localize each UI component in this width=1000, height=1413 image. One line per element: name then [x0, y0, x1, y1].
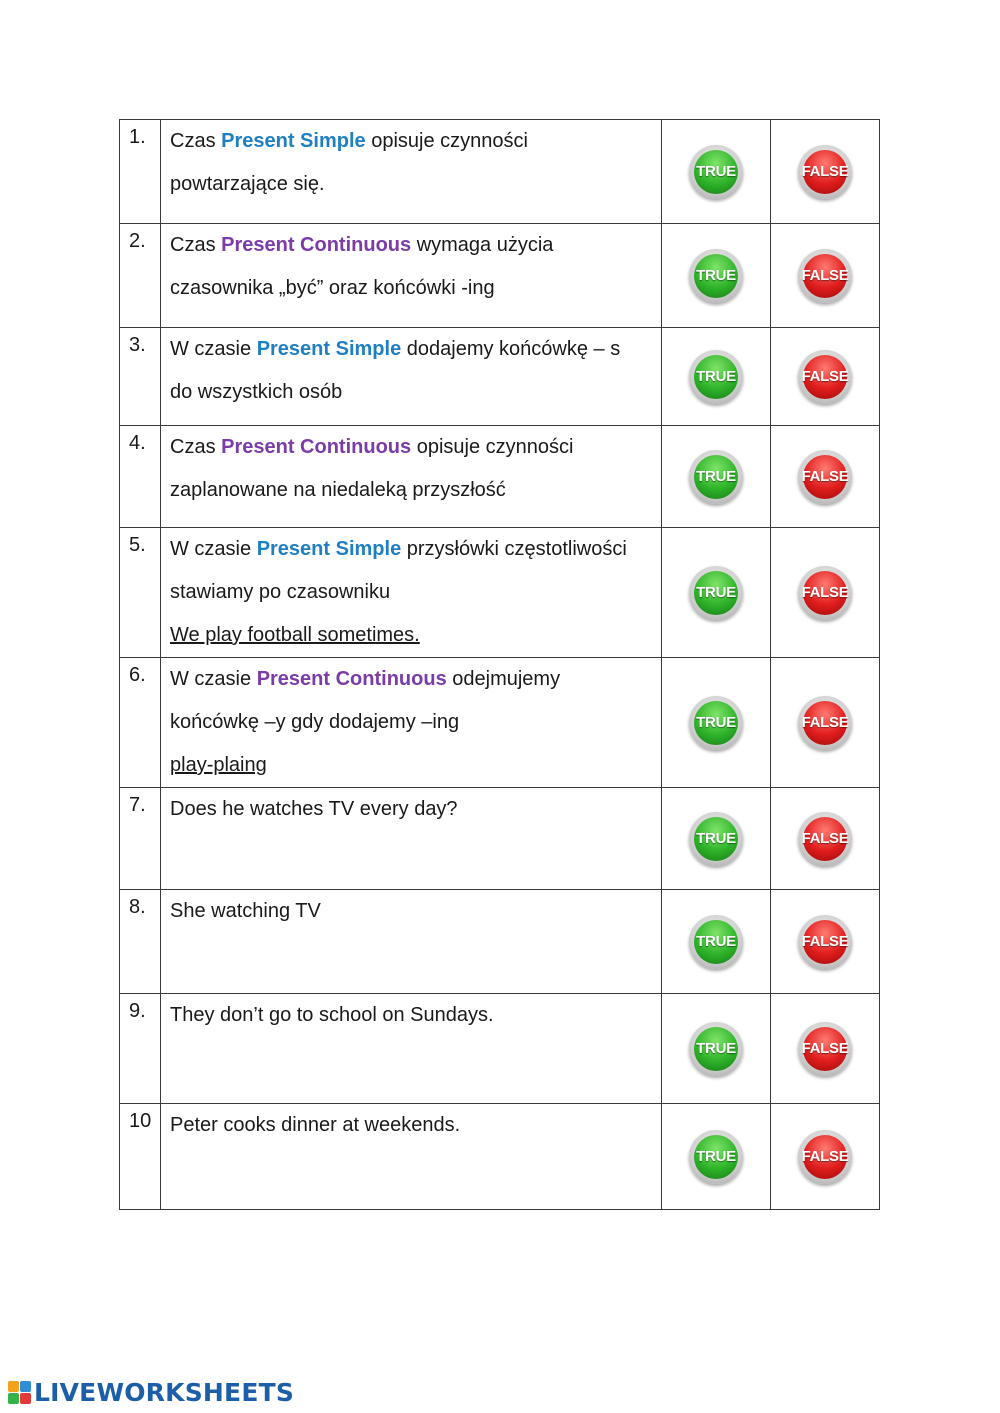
- tense-highlight: Present Continuous: [256, 668, 447, 690]
- statement-line-1: Does he watches TV every day?: [170, 798, 458, 820]
- true-button[interactable]: [689, 145, 743, 199]
- true-cell: [662, 788, 771, 890]
- false-label: FALSE: [803, 1135, 847, 1179]
- false-button[interactable]: [798, 566, 852, 620]
- true-label: TRUE: [694, 1027, 738, 1071]
- true-button[interactable]: [689, 915, 743, 969]
- true-cell: [662, 328, 771, 426]
- table-row: [120, 328, 880, 426]
- false-button[interactable]: [798, 1130, 852, 1184]
- text-before: W czasie: [170, 338, 257, 360]
- text-after: opisuje czynności: [365, 130, 528, 152]
- statement: [161, 1104, 662, 1210]
- text-after: przysłówki częstotliwości: [401, 538, 627, 560]
- true-label: TRUE: [694, 920, 738, 964]
- statement-line-1: They don’t go to school on Sundays.: [170, 1004, 494, 1026]
- tense-highlight: Present Simple: [256, 538, 402, 560]
- true-label: TRUE: [694, 1135, 738, 1179]
- true-button[interactable]: [689, 1022, 743, 1076]
- statement: [161, 224, 662, 328]
- row-number: 9.: [120, 994, 161, 1104]
- row-number: 4.: [120, 426, 161, 528]
- true-label: TRUE: [694, 150, 738, 194]
- true-button[interactable]: [689, 350, 743, 404]
- true-label: TRUE: [694, 455, 738, 499]
- true-label: TRUE: [694, 254, 738, 298]
- tense-highlight: Present Simple: [221, 130, 366, 152]
- table-row: [120, 528, 880, 658]
- true-button[interactable]: [689, 812, 743, 866]
- false-cell: [771, 120, 880, 224]
- statement-line-1: [170, 224, 651, 267]
- false-cell: [771, 1104, 880, 1210]
- false-label: FALSE: [803, 571, 847, 615]
- text-after: dodajemy końcówkę – s: [401, 338, 621, 360]
- footer-brand: [8, 1378, 294, 1407]
- statement-line-1: [170, 426, 651, 469]
- false-button[interactable]: [798, 1022, 852, 1076]
- true-button[interactable]: [689, 249, 743, 303]
- true-button[interactable]: [689, 450, 743, 504]
- false-button[interactable]: [798, 812, 852, 866]
- false-label: FALSE: [803, 701, 847, 745]
- row-number: 8.: [120, 890, 161, 994]
- true-label: TRUE: [694, 355, 738, 399]
- false-button[interactable]: [798, 350, 852, 404]
- statement: [161, 528, 662, 658]
- false-button[interactable]: [798, 915, 852, 969]
- table-row: [120, 120, 880, 224]
- table-row: [120, 1104, 880, 1210]
- text-after: odejmujemy: [446, 668, 561, 690]
- statement-line-1: She watching TV: [170, 900, 321, 922]
- text-after: wymaga użycia: [411, 234, 554, 256]
- true-button[interactable]: [689, 1130, 743, 1184]
- false-button[interactable]: [798, 145, 852, 199]
- false-cell: [771, 788, 880, 890]
- false-button[interactable]: [798, 249, 852, 303]
- statement: [161, 658, 662, 788]
- row-number: 7.: [120, 788, 161, 890]
- false-label: FALSE: [803, 455, 847, 499]
- statement-line-2: zaplanowane na niedaleką przyszłość: [170, 479, 506, 501]
- statement-line-2: stawiamy po czasowniku: [170, 581, 391, 603]
- true-button[interactable]: [689, 566, 743, 620]
- statement-line-2: powtarzające się.: [170, 173, 325, 195]
- tense-highlight: Present Simple: [256, 338, 402, 360]
- false-cell: [771, 328, 880, 426]
- statement-line-2: końcówkę –y gdy dodajemy –ing: [170, 711, 460, 733]
- statement: [161, 328, 662, 426]
- false-button[interactable]: [798, 696, 852, 750]
- false-cell: [771, 994, 880, 1104]
- statement-line-2: czasownika „być” oraz końcówki -ing: [170, 277, 495, 299]
- true-cell: [662, 994, 771, 1104]
- false-label: FALSE: [803, 355, 847, 399]
- false-cell: [771, 658, 880, 788]
- tense-highlight: Present Continuous: [221, 436, 412, 458]
- statement-line-1: [170, 120, 651, 163]
- true-cell: [662, 120, 771, 224]
- statement-line-2: do wszystkich osób: [170, 381, 343, 403]
- false-label: FALSE: [803, 254, 847, 298]
- text-after: opisuje czynności: [411, 436, 574, 458]
- table-row: [120, 224, 880, 328]
- text-before: W czasie: [170, 538, 257, 560]
- table-row: [120, 658, 880, 788]
- false-label: FALSE: [803, 817, 847, 861]
- true-cell: [662, 426, 771, 528]
- table-row: [120, 788, 880, 890]
- brand-name: LIVEWORKSHEETS: [34, 1378, 295, 1407]
- false-label: FALSE: [803, 1027, 847, 1071]
- row-number: 3.: [120, 328, 161, 426]
- text-before: Czas: [170, 234, 222, 256]
- true-false-table: [119, 119, 880, 1210]
- true-button[interactable]: [689, 696, 743, 750]
- row-number: 6.: [120, 658, 161, 788]
- statement: [161, 994, 662, 1104]
- statement-line-1: [170, 658, 651, 701]
- false-label: FALSE: [803, 150, 847, 194]
- row-number: 2.: [120, 224, 161, 328]
- true-label: TRUE: [694, 701, 738, 745]
- statement-line-1: Peter cooks dinner at weekends.: [170, 1114, 461, 1136]
- example-sentence: We play football sometimes.: [170, 624, 420, 646]
- true-cell: [662, 890, 771, 994]
- liveworksheets-logo-icon: [8, 1381, 31, 1404]
- false-cell: [771, 890, 880, 994]
- true-cell: [662, 528, 771, 658]
- text-before: Czas: [170, 130, 222, 152]
- false-cell: [771, 528, 880, 658]
- true-label: TRUE: [694, 571, 738, 615]
- true-label: TRUE: [694, 817, 738, 861]
- true-cell: [662, 658, 771, 788]
- true-cell: [662, 1104, 771, 1210]
- row-number: 5.: [120, 528, 161, 658]
- row-number: 1.: [120, 120, 161, 224]
- false-cell: [771, 224, 880, 328]
- row-number: 10: [120, 1104, 161, 1210]
- table-row: [120, 890, 880, 994]
- statement: [161, 426, 662, 528]
- false-label: FALSE: [803, 920, 847, 964]
- text-before: W czasie: [170, 668, 257, 690]
- statement-line-1: [170, 328, 651, 371]
- tense-highlight: Present Continuous: [221, 234, 412, 256]
- table-row: [120, 994, 880, 1104]
- statement: [161, 890, 662, 994]
- text-before: Czas: [170, 436, 222, 458]
- false-button[interactable]: [798, 450, 852, 504]
- true-cell: [662, 224, 771, 328]
- example-sentence: play-plaing: [170, 754, 267, 776]
- false-cell: [771, 426, 880, 528]
- table-row: [120, 426, 880, 528]
- statement-line-1: [170, 528, 651, 571]
- statement: [161, 120, 662, 224]
- statement: [161, 788, 662, 890]
